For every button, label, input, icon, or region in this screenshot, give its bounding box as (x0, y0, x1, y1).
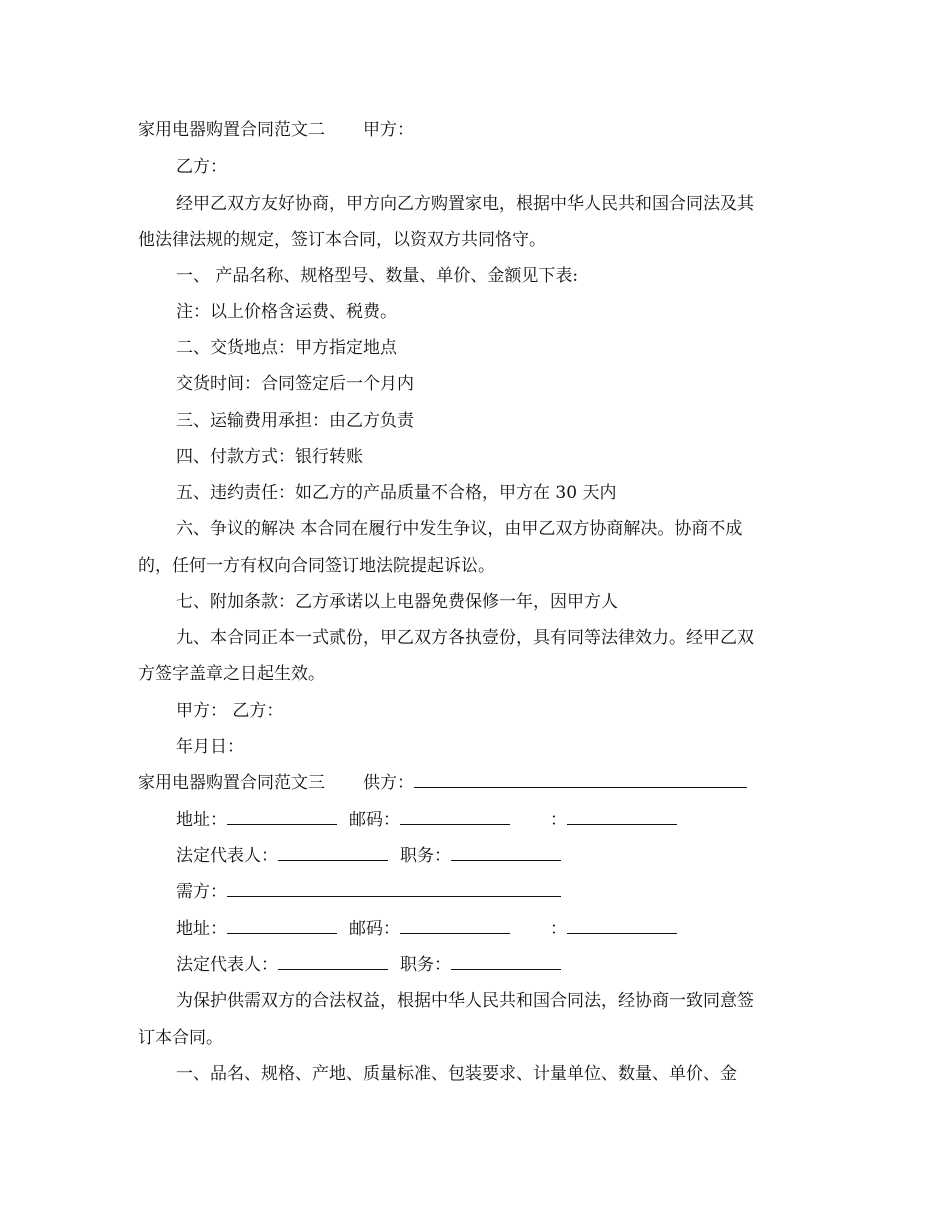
heading-line-3 (138, 772, 818, 794)
clause-note: 注：以上价格含运费、税费。 (176, 302, 397, 322)
supplier-postcode-blank[interactable] (400, 809, 510, 825)
buyer-rep-label: 法定代表人： (176, 955, 278, 975)
buyer-postcode-label: 邮码： (349, 919, 400, 939)
clause-3: 三、运输费用承担：由乙方负责 (176, 411, 414, 431)
supplier-address-blank[interactable] (227, 809, 337, 825)
clause-9-line-1: 九、本合同正本一式贰份，甲乙双方各执壹份，具有同等法律效力。经甲乙双 (176, 628, 754, 648)
party-a-label: 甲方： (363, 120, 414, 140)
party-b-label: 乙方： (176, 157, 227, 177)
supplier-postcode-label: 邮码： (349, 810, 400, 830)
clause-6-line-2: 的，任何一方有权向合同签订地法院提起诉讼。 (138, 556, 495, 576)
buyer-extra-label: ： (550, 919, 567, 939)
heading-line-2 (138, 119, 818, 141)
buyer-row (176, 881, 818, 903)
supplier-extra-blank[interactable] (567, 809, 677, 825)
contract-heading-3: 家用电器购置合同范文三 (138, 773, 325, 793)
supplier-rep-label: 法定代表人： (176, 846, 278, 866)
buyer-address-label: 地址： (176, 919, 227, 939)
supplier-blank[interactable] (414, 772, 747, 788)
supplier-label: 供方： (363, 773, 414, 793)
buyer-rep-blank[interactable] (278, 954, 388, 970)
buyer-label: 需方： (176, 882, 227, 902)
clause-4: 四、付款方式：银行转账 (176, 447, 363, 467)
buyer-postcode-blank[interactable] (400, 918, 510, 934)
paragraph-intro-line-2: 他法律法规的规定，签订本合同，以资双方共同恪守。 (138, 230, 546, 250)
clause-6-line-1: 六、争议的解决 本合同在履行中发生争议，由甲乙双方协商解决。协商不成 (176, 519, 743, 539)
buyer-address-row (176, 918, 818, 940)
clause-7: 七、附加条款：乙方承诺以上电器免费保修一年，因甲方人 (176, 592, 618, 612)
clause-5: 五、违约责任：如乙方的产品质量不合格，甲方在 30 天内 (176, 483, 617, 503)
buyer-position-label: 职务： (400, 955, 451, 975)
supplier-extra-label: ： (550, 810, 567, 830)
supplier-address-row (176, 809, 818, 831)
buyer-extra-blank[interactable] (567, 918, 677, 934)
clause-9-line-2: 方签字盖章之日起生效。 (138, 664, 325, 684)
clause-delivery-time: 交货时间：合同签定后一个月内 (176, 374, 414, 394)
buyer-position-blank[interactable] (451, 954, 561, 970)
contract-heading-2: 家用电器购置合同范文二 (138, 120, 325, 140)
clause-goods: 一、品名、规格、产地、质量标准、包装要求、计量单位、数量、单价、金 (176, 1064, 737, 1084)
supplier-position-label: 职务： (400, 846, 451, 866)
paragraph-purpose-line-2: 订本合同。 (138, 1028, 223, 1048)
clause-1: 一、 产品名称、规格型号、数量、单价、金额见下表: (176, 266, 579, 286)
clause-2: 二、交货地点：甲方指定地点 (176, 338, 397, 358)
paragraph-intro-line-1: 经甲乙双方友好协商，甲方向乙方购置家电，根据中华人民共和国合同法及其 (176, 194, 754, 214)
paragraph-purpose-line-1: 为保护供需双方的合法权益，根据中华人民共和国合同法，经协商一致同意签 (176, 991, 754, 1011)
buyer-blank[interactable] (227, 881, 561, 897)
supplier-rep-blank[interactable] (278, 845, 388, 861)
supplier-rep-row (176, 845, 818, 867)
signature-date: 年月日： (176, 737, 244, 757)
buyer-address-blank[interactable] (227, 918, 337, 934)
supplier-position-blank[interactable] (451, 845, 561, 861)
buyer-rep-row (176, 954, 818, 976)
signature-parties: 甲方： 乙方： (176, 701, 284, 721)
supplier-address-label: 地址： (176, 810, 227, 830)
